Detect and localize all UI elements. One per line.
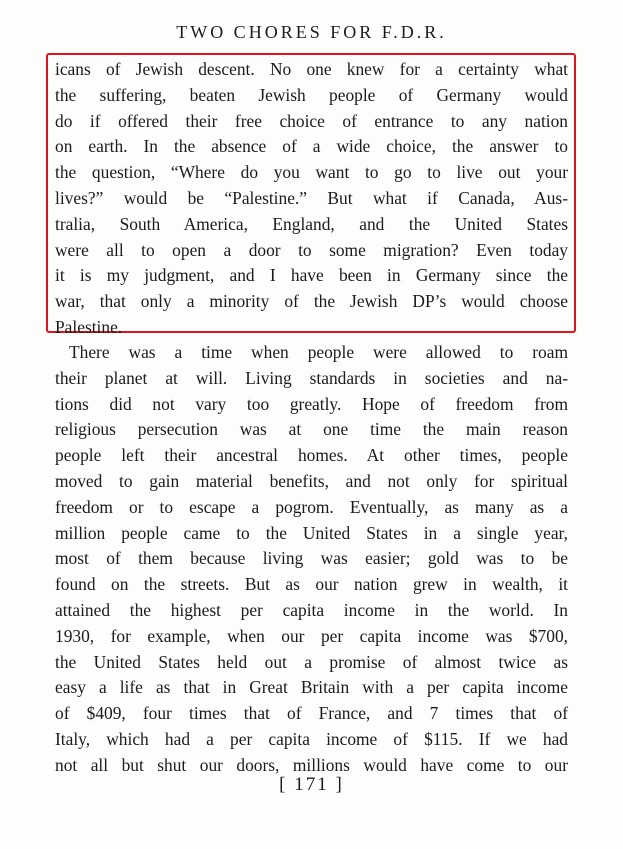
running-header: TWO CHORES FOR F.D.R. [176,22,447,42]
text-line-last: Palestine. [55,316,123,337]
text-line: war, that only a minority of the Jewish DP’s would choose [55,291,568,312]
text-line: religious persecution was at one time the main reason [55,419,568,440]
text-line: on earth. In the absence of a wide choice, the answer to [55,136,568,157]
page-number: [ 171 ] [279,774,344,795]
text-line: were all to open a door to some migration? Even today [55,239,568,260]
text-line: most of them because living was easier; gold was to be [55,548,568,569]
text-line: it is my judgment, and I have been in Germany since the [55,265,568,286]
text-line: not all but shut our doors, millions would have come to our [55,754,568,775]
text-line: people left their ancestral homes. At other times, people [55,445,568,466]
text-line: easy a life as that in Great Britain with a per capita income [55,677,568,698]
text-line: do if offered their free choice of entrance to any nation [55,110,568,131]
text-line: the suffering, beaten Jewish people of Germany would [55,84,568,105]
text-line: million people came to the United States in a single year, [55,522,568,543]
text-line: found on the streets. But as our nation grew in wealth, it [55,574,568,595]
text-line: Italy, which had a per capita income of $115. If we had [55,728,568,749]
text-line: icans of Jewish descent. No one knew for a certainty what [55,59,568,79]
body-paragraph [55,340,568,779]
text-line: the United States held out a promise of almost twice as [55,651,568,672]
text-line: tralia, South America, England, and the United States [55,213,568,234]
highlighted-paragraph [55,57,568,341]
text-line: the question, “Where do you want to go to live out your [55,162,568,183]
text-line: tions did not vary too greatly. Hope of freedom from [55,393,568,414]
text-line: of $409, four times that of France, and 7 times that of [55,703,568,724]
text-line: moved to gain material benefits, and not only for spiritual [55,470,568,491]
text-line: freedom or to escape a pogrom. Eventually, as many as a [55,496,568,517]
text-line: 1930, for example, when our per capita income was $700, [55,625,568,646]
text-line: their planet at will. Living standards in societies and na- [55,367,568,388]
text-line: attained the highest per capita income in the world. In [55,599,568,620]
text-line-first: There was a time when people were allowed to roam [69,342,568,362]
text-line: lives?” would be “Palestine.” But what if Canada, Aus- [55,187,568,208]
